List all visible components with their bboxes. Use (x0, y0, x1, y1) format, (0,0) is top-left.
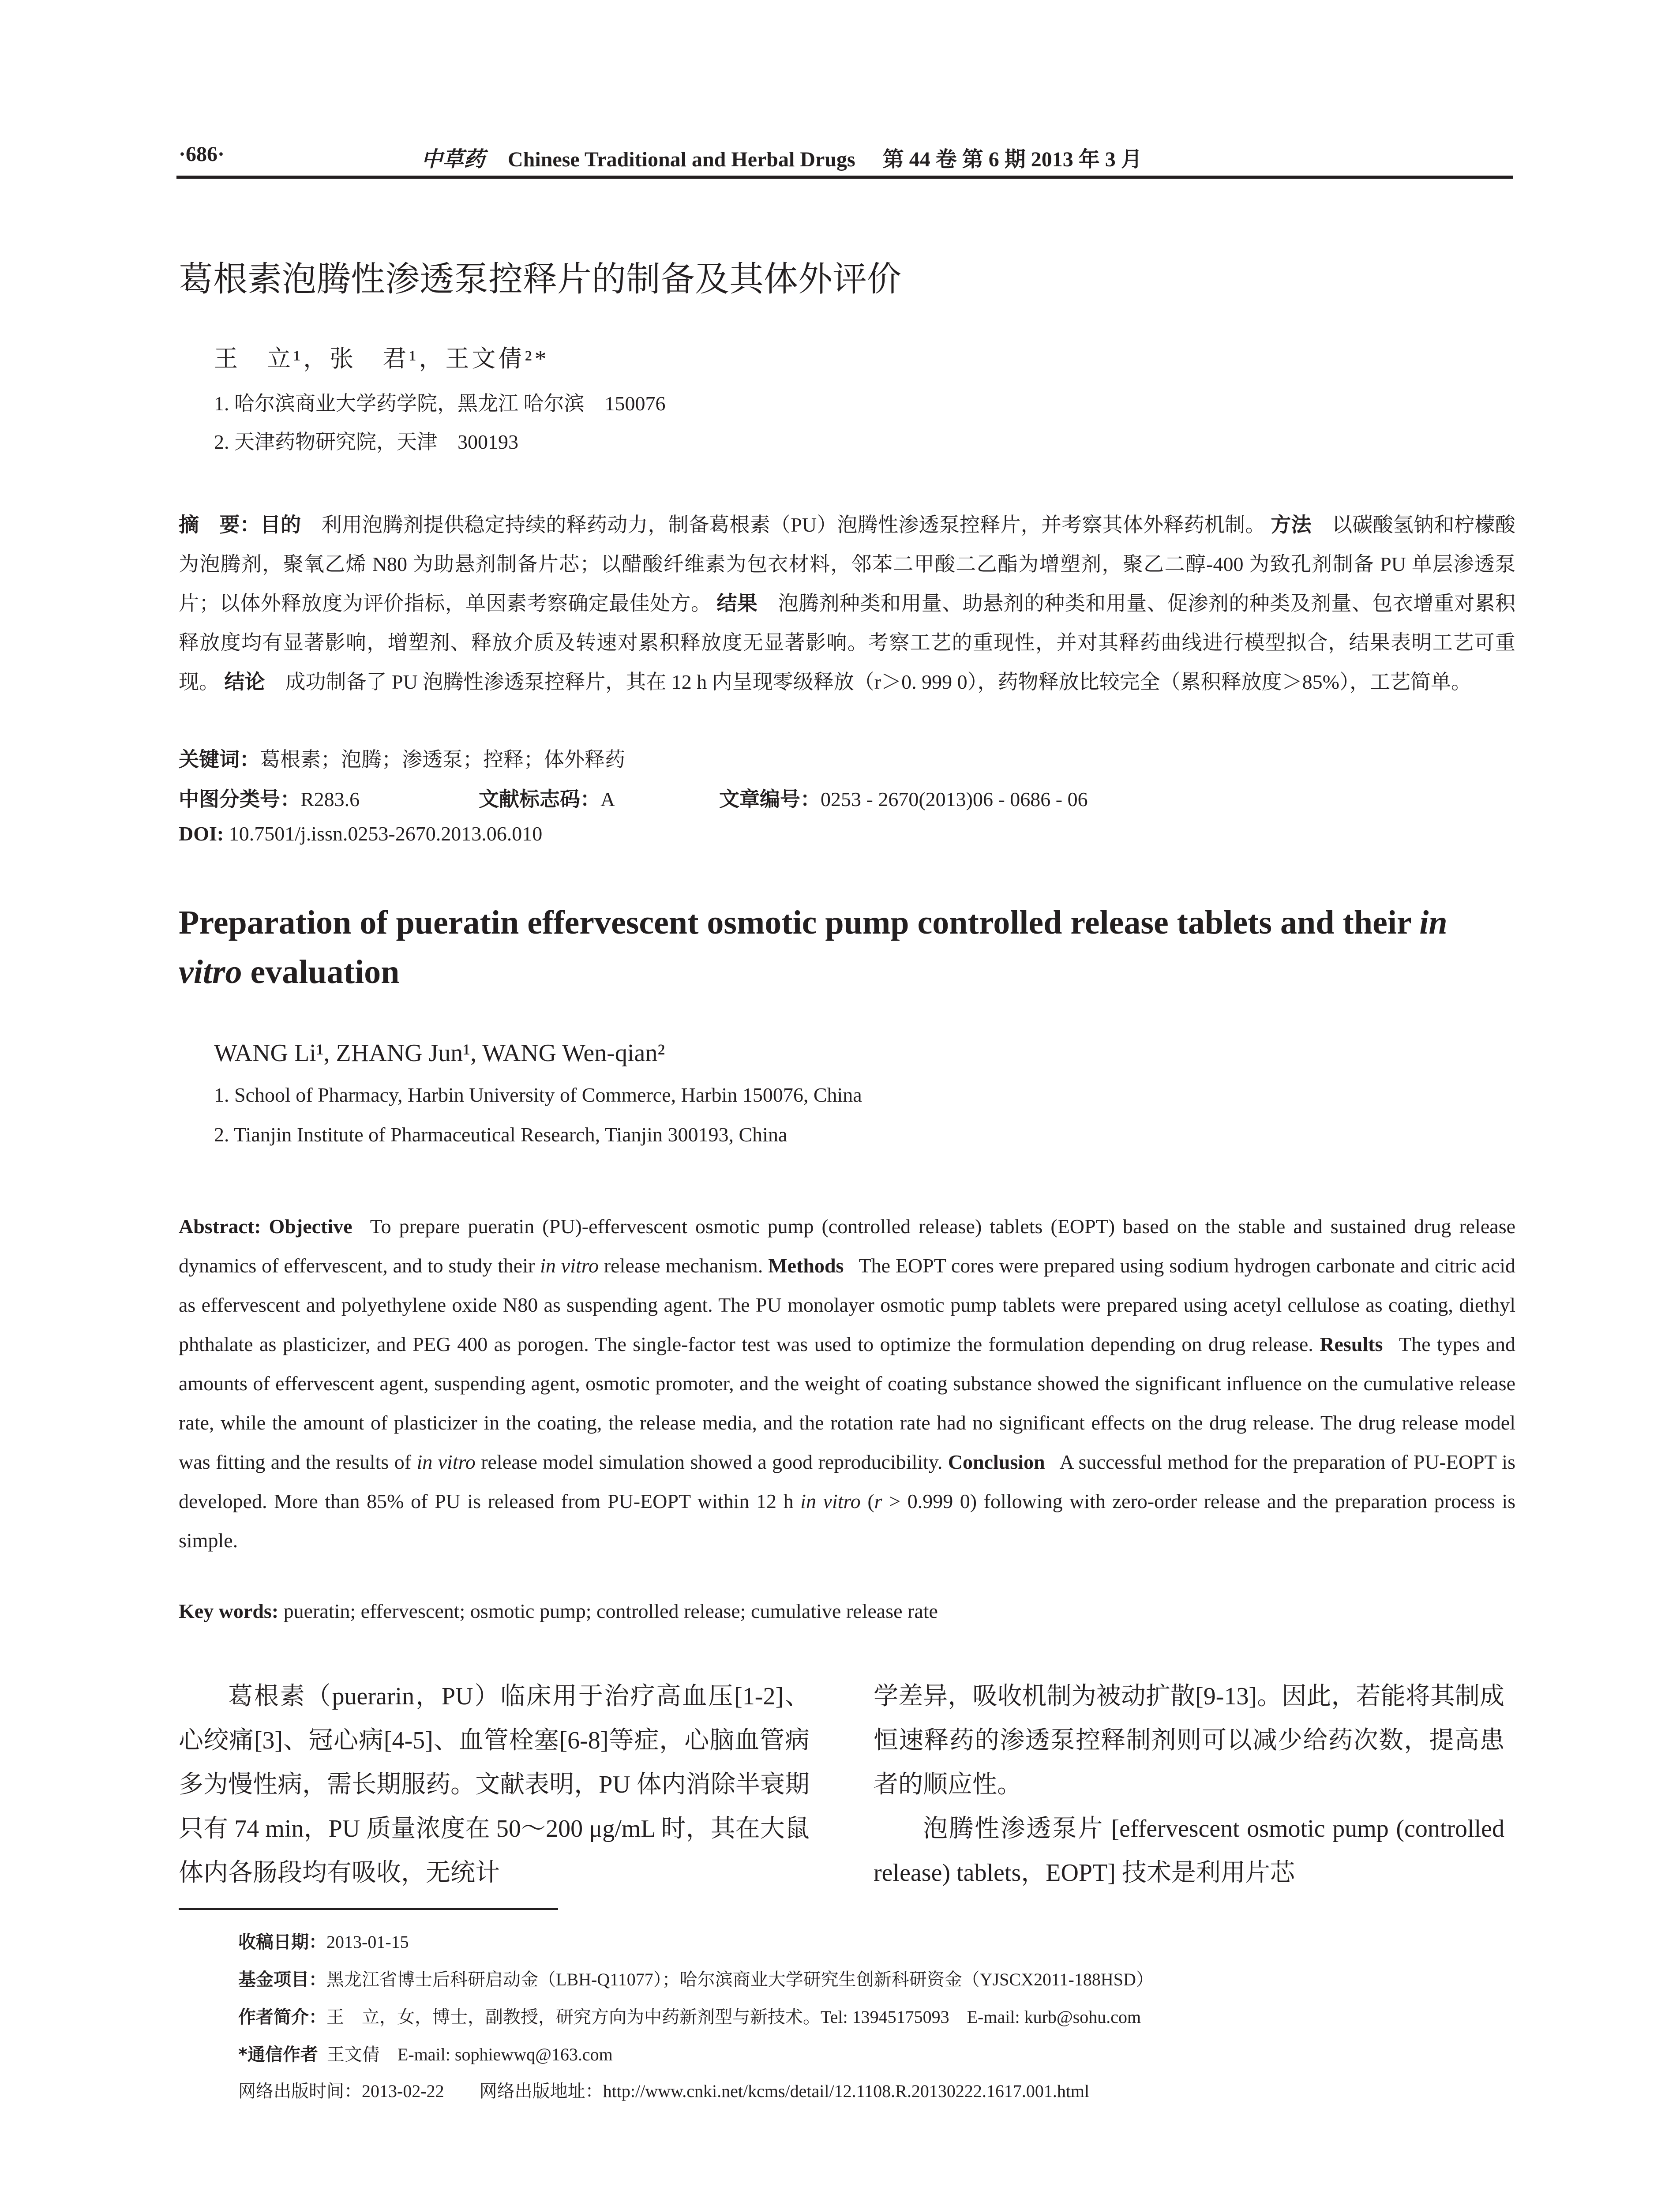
objective-italic-en: in vitro (540, 1254, 599, 1277)
footnote-label: 收稿日期： (238, 1932, 326, 1952)
keywords-value-cn: 葛根素；泡腾；渗透泵；控释；体外释药 (260, 748, 625, 771)
conclusion-text-en-c: > 0.999 0) following with zero-order release and the preparation process is simple. (179, 1490, 1516, 1552)
footnote-rule (179, 1908, 558, 1910)
doi-value: 10.7501/j.issn.0253-2670.2013.06.010 (229, 822, 543, 845)
keywords-english (179, 1599, 938, 1623)
objective-text-en-a: To prepare pueratin (PU)-effervescent osmotic pump (controlled release) tablets (EOPT) based on the stable and sustained drug release dynamics of effervescent, and to study their (179, 1215, 1516, 1277)
affiliation-english-2: 2. Tianjin Institute of Pharmaceutical Research, Tianjin 300193, China (214, 1123, 788, 1146)
methods-label-cn: 方法 (1271, 513, 1312, 536)
classification-number (179, 783, 360, 812)
page-number: ·686· (179, 143, 225, 166)
footnote-text: 王文倩 E-mail: sophiewwq@163.com (326, 2045, 613, 2064)
body-column-left (179, 1674, 810, 1895)
abstract-chinese (179, 505, 1515, 702)
class-value: R283.6 (300, 788, 360, 810)
objective-label-en: Objective (269, 1215, 352, 1238)
conclusion-text-en-b: ( (860, 1490, 874, 1512)
conclusion-label-cn: 结论 (224, 670, 265, 694)
methods-text-cn: 以碳酸氢钠和柠檬酸为泡腾剂，聚氧乙烯 N80 为助悬剂制备片芯；以醋酸纤维素为包衣材料，邻苯二甲酸二乙酯为增塑剂，聚乙二醇-400 为致孔剂制备 PU 单层渗透泵片；以体外释放度为评价指标，单因素考察确定最佳处方。 (179, 514, 1516, 615)
conclusion-text-en-a: A successful method for the preparation of PU-EOPT is developed. More than 85% of PU is released from PU-EOPT within 12 h (179, 1451, 1515, 1512)
footnote-funding (238, 1966, 1154, 1991)
footnote-text: 网络出版时间：2013-02-22 网络出版地址：http://www.cnki.net/kcms/detail/12.1108.R.20130222.1617.001.html (238, 2081, 1090, 2101)
journal-name: Chinese Traditional and Herbal Drugs (508, 148, 855, 171)
results-text-cn: 泡腾剂种类和用量、助悬剂的种类和用量、促渗剂的种类及剂量、包衣增重对累积释放度均有显著影响，增塑剂、释放介质及转速对累积释放度无显著影响。考察工艺的重现性，并对其释药曲线进行模型拟合，结果表明工艺可重现。 (179, 592, 1516, 693)
results-label-cn: 结果 (716, 591, 758, 615)
doccode-label: 文献标志码： (479, 787, 600, 811)
journal-logo: 中草药 (421, 147, 485, 172)
objective-label-cn: 目的 (260, 513, 301, 536)
results-italic-en: in vitro (416, 1451, 476, 1473)
article-value: 0253 - 2670(2013)06 - 0686 - 06 (821, 788, 1088, 810)
footnote-label: *通信作者 (238, 2045, 318, 2065)
methods-text-en: The EOPT cores were prepared using sodium hydrogen carbonate and citric acid as effervescent and polyethylene oxide N80 as suspending agent. The PU monolayer osmotic pump tablets were prepared using acetyl cellulose as coating, diethyl phthalate as plasticizer, and PEG 400 as porogen. The single-factor test was used to optimize the formulation depending on drug release. (179, 1254, 1516, 1355)
affiliation-english-1: 1. School of Pharmacy, Harbin University of Commerce, Harbin 150076, China (214, 1084, 862, 1106)
abstract-label-en: Abstract: (179, 1215, 261, 1238)
conclusion-label-en: Conclusion (948, 1451, 1045, 1473)
class-label: 中图分类号： (179, 787, 300, 811)
article-number (719, 783, 1088, 812)
doi-label: DOI: (179, 822, 224, 845)
methods-label-en: Methods (768, 1254, 844, 1277)
body-paragraph: 学差异，吸收机制为被动扩散[9-13]。因此，若能将其制成恒速释药的渗透泵控释制剂则可以减少给药次数，提高患者的顺应性。 (874, 1683, 1504, 1798)
conclusion-text-cn: 成功制备了 PU 泡腾性渗透泵控释片，其在 12 h 内呈现零级释放（r＞0. 999 0），药物释放比较完全（累积释放度＞85%），工艺简单。 (285, 671, 1471, 693)
header-rule (176, 176, 1513, 179)
running-header (421, 142, 1142, 173)
body-column-right (874, 1674, 1504, 1895)
journal-issue: 第 44 卷 第 6 期 2013 年 3 月 (882, 148, 1142, 171)
results-text-en-b: release model simulation showed a good reproducibility. (475, 1451, 943, 1473)
abstract-english (179, 1207, 1515, 1560)
doccode-value: A (600, 788, 615, 810)
objective-text-cn: 利用泡腾剂提供稳定持续的释药动力，制备葛根素（PU）泡腾性渗透泵控释片，并考察其体外释药机制。 (321, 514, 1266, 536)
footnote-author-bio (238, 2003, 1141, 2028)
abstract-label-cn: 摘 要： (179, 513, 260, 536)
keywords-value-en: pueratin; effervescent; osmotic pump; controlled release; cumulative release rate (283, 1600, 938, 1622)
article-label: 文章编号： (719, 787, 821, 811)
footnote-corresponding (238, 2041, 613, 2066)
title-en-part1: Preparation of pueratin effervescent osmotic pump controlled release tablets and their (179, 904, 1420, 941)
doi (179, 822, 542, 845)
body-paragraph: 葛根素（puerarin，PU）临床用于治疗高血压[1-2]、心绞痛[3]、冠心病[4-5]、血管栓塞[6-8]等症，心脑血管病多为慢性病，需长期服药。文献表明，PU 体内消除半衰期只有 74 min，PU 质量浓度在 50～200 μg/mL 时，其在大鼠体内各肠段均有吸收，无统计 (179, 1683, 810, 1887)
authors-english: WANG Li¹, ZHANG Jun¹, WANG Wen-qian² (214, 1039, 665, 1067)
conclusion-r-en: r (874, 1490, 882, 1512)
affiliation-chinese-1: 1. 哈尔滨商业大学药学院，黑龙江 哈尔滨 150076 (214, 392, 666, 415)
keywords-label-en: Key words: (179, 1600, 279, 1622)
footnote-label: 作者简介： (238, 2007, 326, 2027)
footnote-text: 黑龙江省博士后科研启动金（LBH-Q11077）；哈尔滨商业大学研究生创新科研资金（YJSCX2011-188HSD） (326, 1970, 1154, 1989)
footnote-label: 基金项目： (238, 1970, 326, 1990)
footnote-received (238, 1928, 409, 1953)
footnote-online (238, 2077, 1089, 2102)
body-paragraph: 泡腾性渗透泵片 [effervescent osmotic pump (controlled release) tablets，EOPT] 技术是利用片芯 (874, 1815, 1504, 1887)
results-text-en-a: The types and amounts of effervescent agent, suspending agent, osmotic promoter, and the weight of coating substance showed the significant influence on the cumulative release rate, while the amount of plasticizer in the coating, the release media, and the rotation rate had no significant effects on the drug release. The drug release model was fitting and the results of (179, 1333, 1516, 1473)
keywords-chinese (179, 743, 625, 773)
results-label-en: Results (1320, 1333, 1383, 1355)
document-code (479, 783, 615, 812)
footnote-text: 王 立，女，博士，副教授，研究方向为中药新剂型与新技术。Tel: 13945175093 E-mail: kurb@sohu.com (326, 2007, 1141, 2027)
title-chinese: 葛根素泡腾性渗透泵控释片的制备及其体外评价 (179, 259, 902, 299)
footnote-text: 2013-01-15 (326, 1932, 409, 1952)
title-en-italic: in vitro (179, 904, 1448, 990)
objective-text-en-b: release mechanism. (598, 1254, 763, 1277)
authors-chinese: 王 立¹，张 君¹，王文倩²* (214, 345, 549, 372)
title-english (179, 898, 1515, 997)
conclusion-italic-en: in vitro (800, 1490, 861, 1512)
title-en-part2: evaluation (242, 953, 400, 990)
keywords-label-cn: 关键词： (179, 747, 260, 771)
affiliation-chinese-2: 2. 天津药物研究院，天津 300193 (214, 431, 518, 453)
